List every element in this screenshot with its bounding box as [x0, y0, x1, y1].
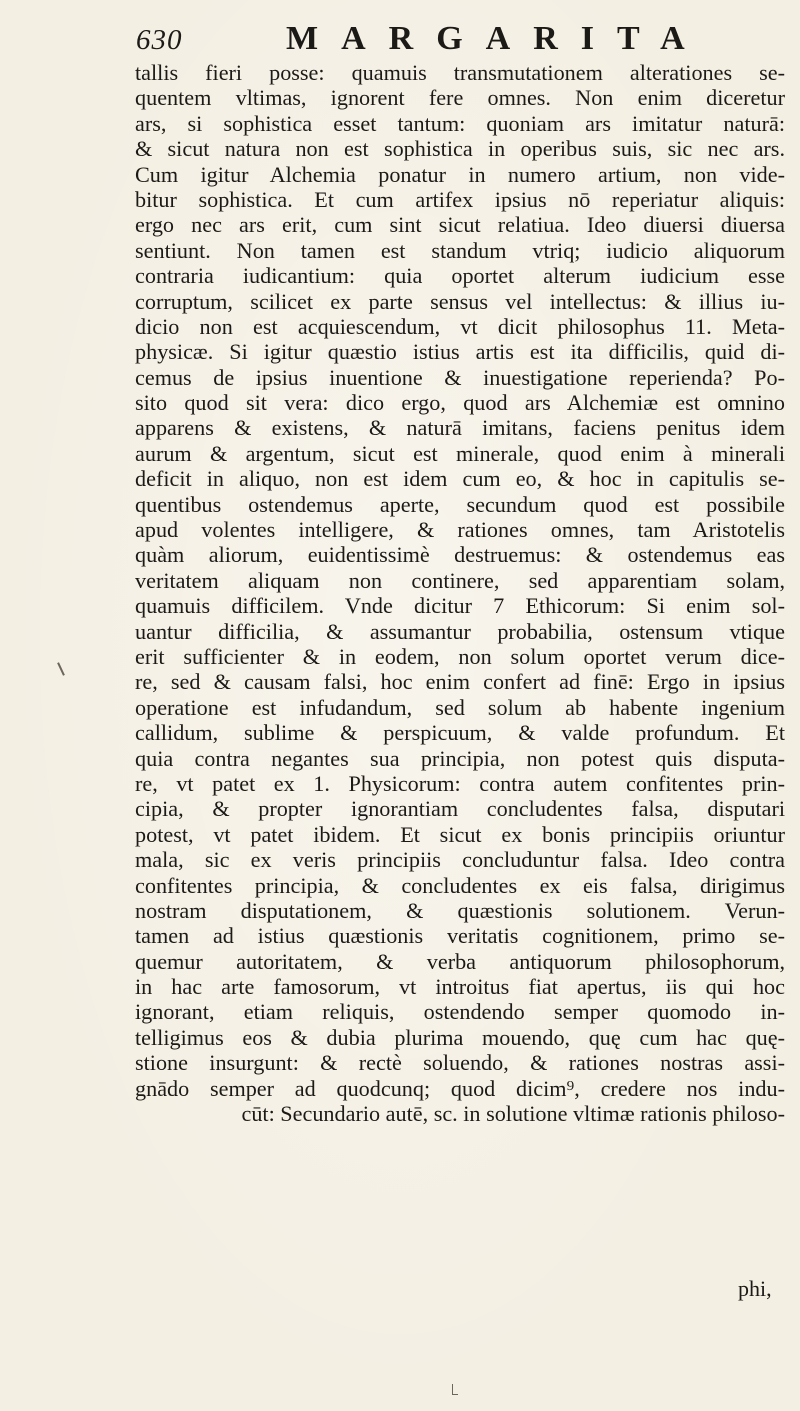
- running-head: MARGARITA: [286, 20, 708, 57]
- text-line: tamen ad istius quæstionis veritatis cognitionem, primo se-: [135, 923, 785, 949]
- text-line: quàm aliorum, euidentissimè destruemus: & ostendemus eas: [135, 542, 785, 568]
- text-line: Cum igitur Alchemia ponatur in numero artium, non vide-: [135, 161, 785, 187]
- text-line: cemus de ipsius inuentione & inuestigatione reperienda? Po-: [135, 364, 785, 390]
- text-line: mala, sic ex veris principiis concluduntur falsa. Ideo contra: [135, 847, 785, 873]
- text-line: tallis fieri posse: quamuis transmutationem alterationes se-: [135, 60, 785, 85]
- margin-mark: [57, 662, 65, 676]
- text-line: bitur sophistica. Et cum artifex ipsius nō reperiatur aliquis:: [135, 186, 785, 212]
- text-line: potest, vt patet ibidem. Et sicut ex bonis principiis oriuntur: [135, 821, 785, 847]
- text-line: ars, si sophistica esset tantum: quoniam ars imitatur naturā:: [135, 110, 785, 136]
- text-line: corruptum, scilicet ex parte sensus vel intellectus: & illius iu-: [135, 288, 785, 314]
- text-line: cipia, & propter ignorantiam concludentes falsa, disputari: [135, 796, 785, 822]
- text-line: re, sed & causam falsi, hoc enim confert ad finē: Ergo in ipsius: [135, 669, 785, 695]
- text-line: sito quod sit vera: dico ergo, quod ars Alchemiæ est omnino: [135, 390, 785, 416]
- text-line: telligimus eos & dubia plurima mouendo, quę cum hac quę-: [135, 1024, 785, 1050]
- text-line: confitentes principia, & concludentes ex eis falsa, dirigimus: [135, 872, 785, 898]
- text-line: erit sufficienter & in eodem, non solum oportet verum dice-: [135, 643, 785, 669]
- text-line: apud volentes intelligere, & rationes omnes, tam Aristotelis: [135, 517, 785, 543]
- text-line: physicæ. Si igitur quæstio istius artis est ita difficilis, quid di-: [135, 339, 785, 365]
- text-line: contraria iudicantium: quia oportet alterum iudicium esse: [135, 263, 785, 289]
- stray-mark: [452, 1384, 458, 1395]
- text-line: apparens & existens, & naturā imitans, faciens penitus idem: [135, 415, 785, 441]
- text-line: quamuis difficilem. Vnde dicitur 7 Ethicorum: Si enim sol-: [135, 593, 785, 619]
- text-line: quentibus ostendemus aperte, secundum quod est possibile: [135, 491, 785, 517]
- text-line: veritatem aliquam non continere, sed apparentiam solam,: [135, 567, 785, 593]
- text-line: uantur difficilia, & assumantur probabilia, ostensum vtique: [135, 618, 785, 644]
- text-line: sentiunt. Non tamen est standum vtriq; iudicio aliquorum: [135, 237, 785, 263]
- body-text: [135, 60, 785, 1126]
- text-line: & sicut natura non est sophistica in operibus suis, sic nec ars.: [135, 136, 785, 162]
- page-number: 630: [136, 24, 183, 56]
- text-line: aurum & argentum, sicut est minerale, quod enim à minerali: [135, 440, 785, 466]
- text-line: in hac arte famosorum, vt introitus fiat apertus, iis qui hoc: [135, 974, 785, 1000]
- text-line: callidum, sublime & perspicuum, & valde profundum. Et: [135, 720, 785, 746]
- catchword: phi,: [738, 1276, 772, 1301]
- text-line: operatione est infudandum, sed solum ab habente ingenium: [135, 694, 785, 720]
- text-line: dicio non est acquiescendum, vt dicit philosophus 11. Meta-: [135, 313, 785, 339]
- text-line: quia contra negantes sua principia, non potest quis disputa-: [135, 745, 785, 771]
- text-line: quentem vltimas, ignorent fere omnes. Non enim diceretur: [135, 85, 785, 111]
- text-line: stione insurgunt: & rectè soluendo, & rationes nostras assi-: [135, 1050, 785, 1076]
- page-header: [136, 20, 776, 60]
- text-line: gnādo semper ad quodcunq; quod dicim⁹, credere nos indu-: [135, 1075, 785, 1101]
- text-line: cūt: Secundario autē, sc. in solutione vltimæ rationis philoso-: [241, 1101, 785, 1127]
- text-line: ergo nec ars erit, cum sint sicut relatiua. Ideo diuersi diuersa: [135, 212, 785, 238]
- text-line: ignorant, etiam reliquis, ostendendo semper quomodo in-: [135, 999, 785, 1025]
- text-line: deficit in aliquo, non est idem cum eo, & hoc in capitulis se-: [135, 466, 785, 492]
- text-line: re, vt patet ex 1. Physicorum: contra autem confitentes prin-: [135, 770, 785, 796]
- text-line: nostram disputationem, & quæstionis solutionem. Verun-: [135, 897, 785, 923]
- text-line: quemur autoritatem, & verba antiquorum philosophorum,: [135, 948, 785, 974]
